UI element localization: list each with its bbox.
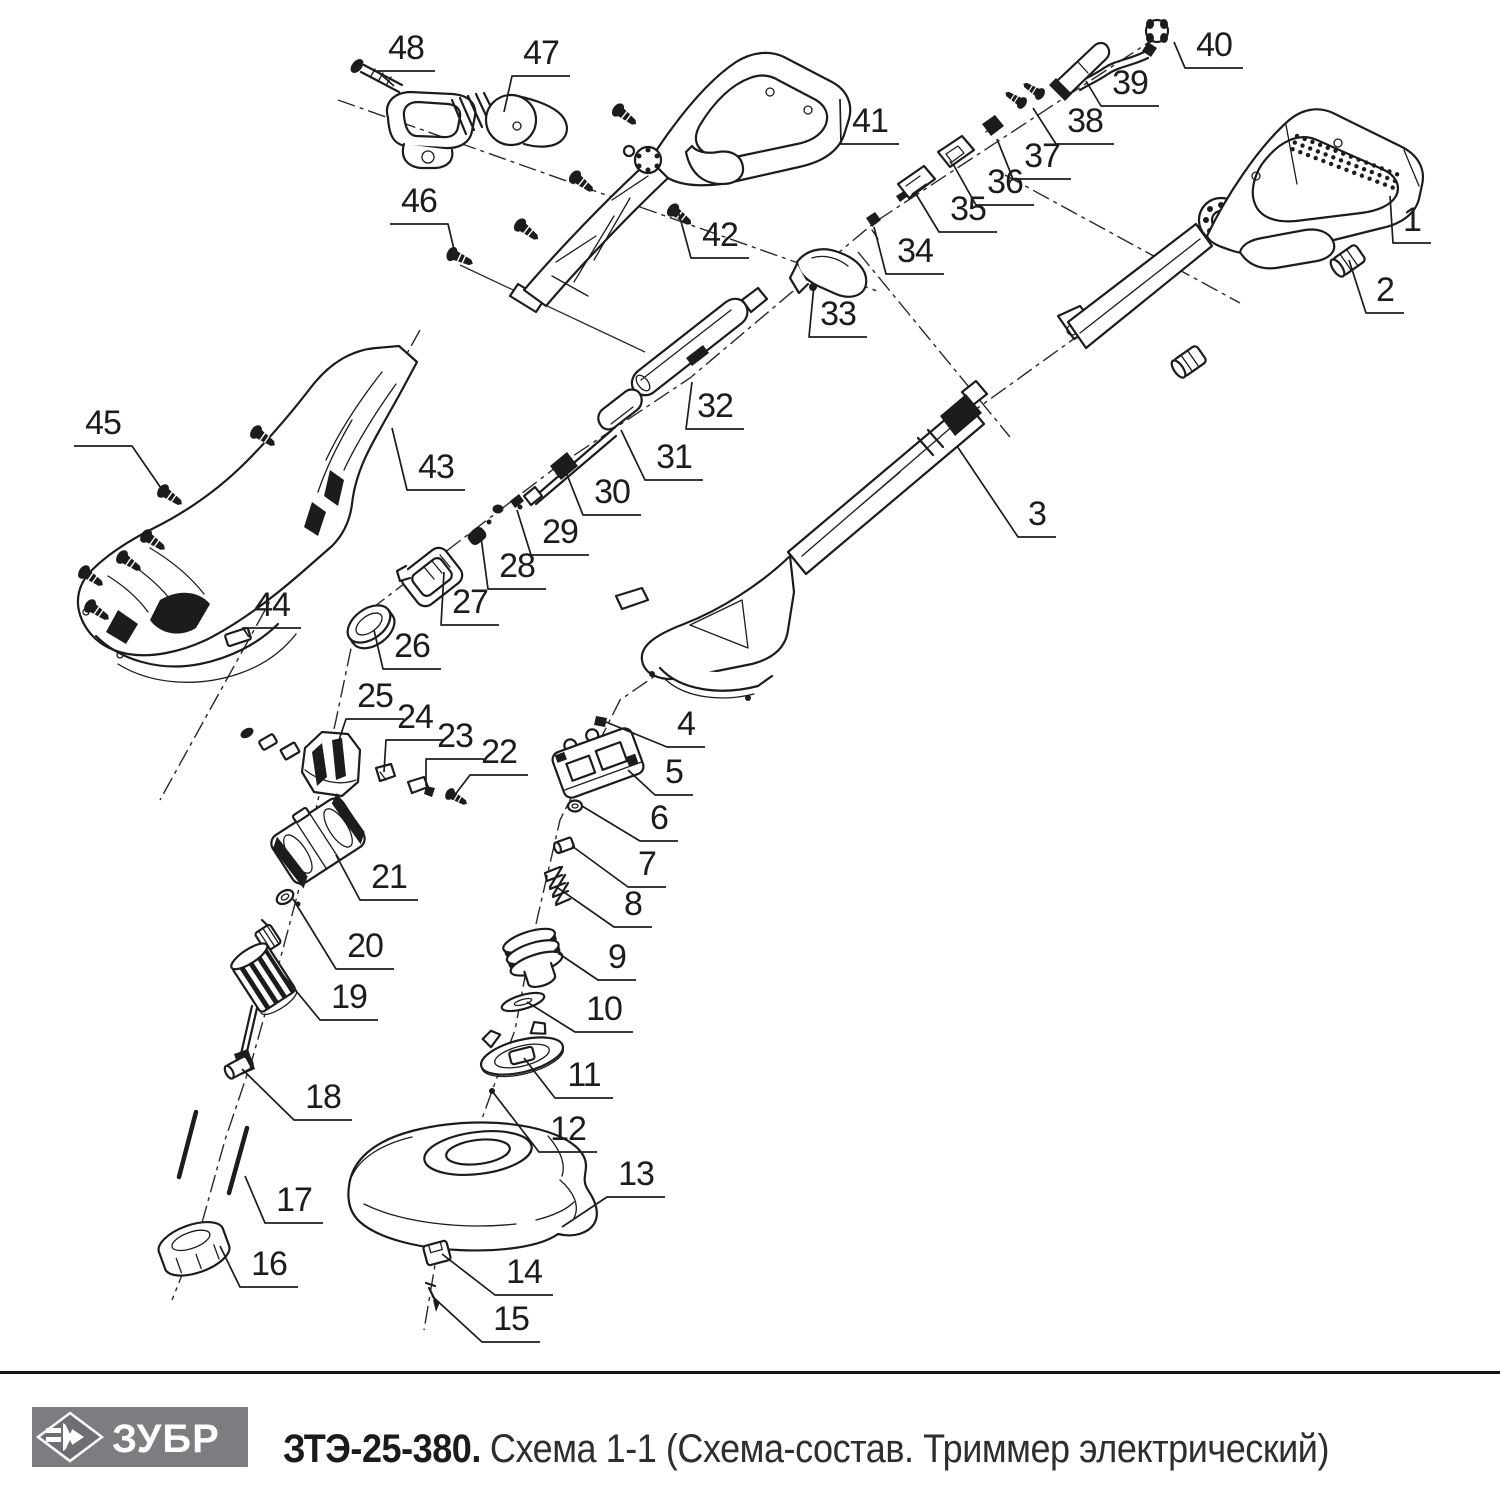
callout-3 bbox=[957, 446, 1056, 537]
callout-45 bbox=[74, 404, 163, 491]
brand-logo bbox=[32, 1407, 248, 1467]
part-number-8: 8 bbox=[624, 885, 642, 923]
callout-30 bbox=[566, 472, 641, 515]
part-number-33: 33 bbox=[820, 295, 856, 333]
part-number-1: 1 bbox=[1403, 201, 1421, 239]
callout-35 bbox=[916, 190, 997, 232]
part-number-40: 40 bbox=[1196, 26, 1232, 64]
sheet-title bbox=[283, 1427, 1329, 1472]
part-34-pin-drawing bbox=[866, 212, 881, 239]
callout-8 bbox=[558, 885, 652, 927]
callout-20 bbox=[293, 899, 394, 969]
callout-6 bbox=[582, 799, 678, 841]
part-number-34: 34 bbox=[897, 232, 933, 270]
part-number-18: 18 bbox=[305, 1078, 341, 1116]
part-number-11: 11 bbox=[567, 1056, 601, 1094]
part-number-44: 44 bbox=[254, 586, 290, 624]
part-5-switch-plate-drawing bbox=[547, 717, 646, 800]
part-number-4: 4 bbox=[677, 705, 695, 743]
part-36-block-drawing bbox=[938, 136, 974, 167]
part-6-nut-drawing bbox=[568, 801, 582, 812]
part-number-28: 28 bbox=[499, 547, 535, 585]
part-number-39: 39 bbox=[1112, 64, 1148, 102]
part-24-clip-drawing bbox=[376, 764, 395, 781]
part-23-clip-drawing bbox=[408, 777, 435, 797]
part-22-screw-drawing bbox=[443, 786, 470, 809]
part-9-spool-hub-drawing bbox=[501, 924, 570, 994]
part-number-36: 36 bbox=[987, 163, 1023, 201]
callout-24 bbox=[384, 698, 444, 772]
part-number-25: 25 bbox=[357, 677, 393, 715]
part-number-22: 22 bbox=[481, 733, 517, 771]
part-39-cord-sleeve-drawing bbox=[1049, 43, 1109, 101]
part-number-12: 12 bbox=[550, 1110, 586, 1148]
callout-15 bbox=[432, 1296, 540, 1342]
part-11-spool-cover-drawing bbox=[474, 1015, 568, 1084]
part-47-aux-handle-drawing bbox=[387, 92, 567, 168]
callout-19 bbox=[283, 975, 378, 1020]
part-number-37: 37 bbox=[1024, 137, 1060, 175]
bracket-to-shaft-axis bbox=[858, 252, 1010, 437]
part-number-21: 21 bbox=[371, 858, 407, 896]
part-8-spring-drawing bbox=[545, 867, 570, 905]
part-number-48: 48 bbox=[388, 29, 424, 67]
part-number-30: 30 bbox=[594, 473, 630, 511]
callout-16 bbox=[220, 1245, 298, 1287]
part-number-16: 16 bbox=[251, 1245, 287, 1283]
part-number-31: 31 bbox=[656, 438, 692, 476]
part-number-35: 35 bbox=[950, 190, 986, 228]
callout-43 bbox=[392, 428, 465, 490]
part-number-6: 6 bbox=[650, 799, 668, 837]
part-number-41: 41 bbox=[852, 102, 888, 140]
callout-40 bbox=[1174, 26, 1243, 68]
part-33-trigger-drawing bbox=[790, 249, 866, 297]
part-number-13: 13 bbox=[618, 1155, 654, 1193]
callout-31 bbox=[621, 430, 703, 480]
callout-2 bbox=[1349, 260, 1404, 313]
part-25-cap-drawing bbox=[239, 726, 360, 796]
part-number-14: 14 bbox=[506, 1253, 542, 1291]
part-number-7: 7 bbox=[638, 845, 656, 883]
part-7-sleeve-drawing bbox=[553, 837, 575, 854]
part-38-screws-drawing bbox=[1002, 78, 1047, 110]
part-26-ring-drawing bbox=[341, 598, 402, 656]
part-number-17: 17 bbox=[276, 1181, 312, 1219]
callout-34 bbox=[874, 227, 944, 274]
part-number-46: 46 bbox=[401, 182, 437, 220]
callout-32 bbox=[686, 382, 744, 429]
callout-17 bbox=[245, 1176, 323, 1223]
part-21-stator-drawing bbox=[264, 788, 373, 891]
part-3-shaft-drawing bbox=[616, 381, 987, 701]
part-number-43: 43 bbox=[418, 448, 454, 486]
part-number-45: 45 bbox=[85, 404, 121, 442]
part-number-26: 26 bbox=[394, 627, 430, 665]
part-number-19: 19 bbox=[331, 978, 367, 1016]
brand-logo-art bbox=[32, 1407, 248, 1467]
sheet-subtitle: Схема 1-1 (Схема-состав. Триммер электрический) bbox=[489, 1427, 1329, 1471]
part-number-3: 3 bbox=[1028, 495, 1046, 533]
callout-18 bbox=[242, 1069, 352, 1120]
callout-25 bbox=[339, 677, 404, 740]
part-46-screw-drawing bbox=[444, 245, 476, 270]
part-number-47: 47 bbox=[523, 34, 559, 72]
part-number-20: 20 bbox=[347, 927, 383, 965]
part-number-24: 24 bbox=[397, 698, 433, 736]
brand-logo-text: ЗУБР bbox=[112, 1417, 220, 1461]
part-number-10: 10 bbox=[586, 990, 622, 1028]
callout-7 bbox=[572, 845, 666, 887]
part-number-38: 38 bbox=[1067, 102, 1103, 140]
part-number-5: 5 bbox=[665, 753, 683, 791]
part-4-pin-drawing bbox=[594, 716, 607, 727]
part-number-9: 9 bbox=[608, 938, 626, 976]
parts-art bbox=[76, 19, 1423, 1312]
part-35-switch-block-drawing bbox=[896, 166, 935, 202]
part-number-29: 29 bbox=[542, 513, 578, 551]
callout-9 bbox=[558, 938, 636, 980]
part-number-15: 15 bbox=[493, 1300, 529, 1338]
part-number-32: 32 bbox=[697, 387, 733, 425]
part-number-2: 2 bbox=[1376, 271, 1394, 309]
part-number-27: 27 bbox=[452, 583, 488, 621]
model-number: ЗТЭ-25-380. bbox=[283, 1427, 481, 1471]
part-number-23: 23 bbox=[437, 717, 473, 755]
part-number-42: 42 bbox=[702, 216, 738, 254]
part-37-cable-clamp-drawing bbox=[982, 115, 1004, 136]
callout-14 bbox=[442, 1253, 553, 1295]
callout-39 bbox=[1086, 64, 1159, 106]
part-28-cap-drawing bbox=[466, 520, 492, 548]
callout-28 bbox=[481, 537, 546, 589]
part-31-sleeve-drawing bbox=[598, 390, 641, 430]
part-19-armature-drawing bbox=[228, 920, 300, 1075]
callout-46 bbox=[390, 182, 456, 258]
part-10-washer-drawing bbox=[500, 989, 546, 1015]
part-32-tube-drawing bbox=[632, 288, 767, 395]
callout-21 bbox=[336, 855, 418, 900]
footer-divider bbox=[0, 1371, 1500, 1374]
